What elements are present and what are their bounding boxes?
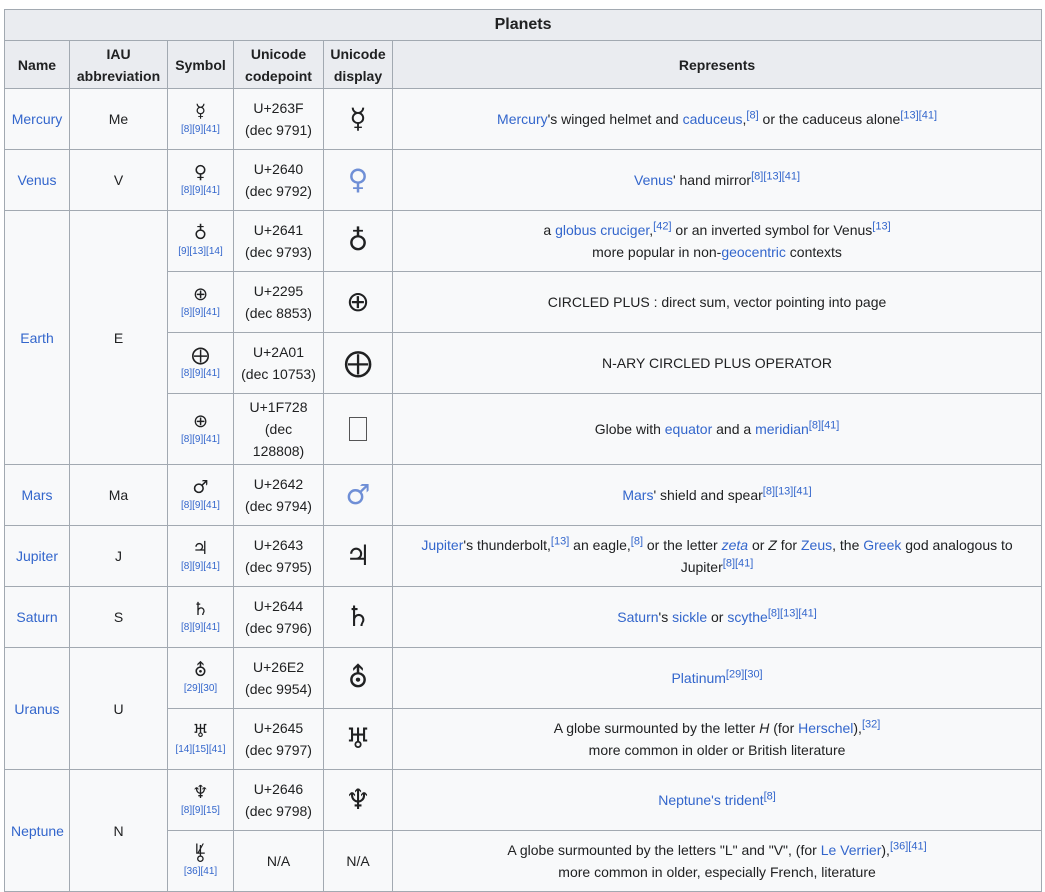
link-herschel[interactable]: Herschel xyxy=(798,720,854,736)
planet-name-cell xyxy=(5,465,70,526)
display-cell xyxy=(324,272,393,333)
header-codepoint: Unicode codepoint xyxy=(234,41,324,89)
planet-name-cell xyxy=(5,150,70,211)
represents-cell: Venus' hand mirror[8][13][41] xyxy=(393,150,1042,211)
codepoint-cell: U+2641 (dec 9793) xyxy=(234,211,324,272)
link-zeta[interactable]: zeta xyxy=(721,537,749,553)
citation[interactable]: [8][41] xyxy=(808,419,840,432)
neptune-trident-display-icon: ♆ xyxy=(345,783,371,816)
abbr-cell: J xyxy=(70,526,168,587)
earth-cross-display-icon: ♁ xyxy=(347,224,369,257)
symbol-cell xyxy=(168,333,234,394)
table-row xyxy=(5,526,1042,587)
planet-name-cell xyxy=(5,770,70,892)
codepoint-cell: U+2645 (dec 9797) xyxy=(234,709,324,770)
abbr-cell: N xyxy=(70,770,168,892)
display-cell xyxy=(324,709,393,770)
citation[interactable]: [8][13][41] xyxy=(762,485,812,498)
planet-link-mercury[interactable]: Mercury xyxy=(11,111,63,127)
header-iau: IAU abbreviation xyxy=(70,41,168,89)
table-row xyxy=(5,89,1042,150)
symbol-cell xyxy=(168,394,234,465)
abbr-cell: U xyxy=(70,648,168,770)
codepoint-cell: U+263F (dec 9791) xyxy=(234,89,324,150)
represents-cell: a globus cruciger,[42] or an inverted symbol for Venus[13] more popular in non-geocentric contexts xyxy=(393,211,1042,272)
codepoint-cell: N/A xyxy=(234,831,324,892)
citation-refs[interactable]: [8][9][41] xyxy=(181,434,220,445)
link-equator[interactable]: equator xyxy=(664,421,713,437)
uranus-herschel-symbol-icon: ♅ xyxy=(192,721,209,742)
display-cell xyxy=(324,648,393,709)
mars-symbol-icon: ♂ xyxy=(192,477,209,498)
neptune-trident-symbol-icon: ♆ xyxy=(192,782,209,803)
venus-display-icon: ♀ xyxy=(347,163,369,196)
link-zeus[interactable]: Zeus xyxy=(800,537,833,553)
uranus-herschel-display-icon: ♅ xyxy=(345,722,371,755)
codepoint-cell: U+1F728 (dec 128808) xyxy=(234,394,324,465)
planets-table xyxy=(4,9,1042,892)
abbr-cell: Me xyxy=(70,89,168,150)
symbol-cell xyxy=(168,709,234,770)
table-title: Planets xyxy=(5,10,1042,41)
link-saturn[interactable]: Saturn xyxy=(617,609,659,625)
planet-name-cell xyxy=(5,211,70,465)
codepoint-cell: U+2642 (dec 9794) xyxy=(234,465,324,526)
display-cell xyxy=(324,150,393,211)
represents-cell: A globe surmounted by the letter H (for Herschel),[32] more common in older or British literature xyxy=(393,709,1042,770)
planet-link-mars[interactable]: Mars xyxy=(21,487,53,503)
display-cell: N/A xyxy=(324,831,393,892)
codepoint-cell: U+2644 (dec 9796) xyxy=(234,587,324,648)
mercury-symbol-icon: ☿ xyxy=(194,101,207,122)
symbol-cell xyxy=(168,465,234,526)
link-mercury[interactable]: Mercury xyxy=(497,111,548,127)
planet-link-neptune[interactable]: Neptune xyxy=(11,822,64,839)
citation[interactable]: [36][41] xyxy=(889,840,927,853)
symbol-cell xyxy=(168,831,234,892)
abbr-cell: V xyxy=(70,150,168,211)
citation[interactable]: [8][13][41] xyxy=(767,607,817,620)
display-cell xyxy=(324,394,393,465)
abbr-cell: S xyxy=(70,587,168,648)
citation-refs[interactable]: [8][9][41] xyxy=(181,500,220,511)
represents-cell xyxy=(393,648,1042,709)
symbol-cell xyxy=(168,150,234,211)
represents-cell: CIRCLED PLUS : direct sum, vector pointing into page xyxy=(393,272,1042,333)
symbol-cell xyxy=(168,211,234,272)
earth-cross-symbol-icon: ♁ xyxy=(193,223,208,244)
table-row xyxy=(5,770,1042,831)
link-sickle[interactable]: sickle xyxy=(672,609,708,625)
planet-link-saturn[interactable]: Saturn xyxy=(16,609,58,625)
link-scythe[interactable]: scythe xyxy=(727,609,768,625)
saturn-display-icon: ♄ xyxy=(345,600,371,633)
citation-refs[interactable]: [8][9][41] xyxy=(181,368,220,379)
link-meridian[interactable]: meridian xyxy=(755,421,809,437)
missing-glyph-icon xyxy=(349,417,367,441)
display-cell xyxy=(324,89,393,150)
codepoint-cell: U+2295 (dec 8853) xyxy=(234,272,324,333)
planet-link-earth[interactable]: Earth xyxy=(20,329,54,346)
citation[interactable]: [8][13][41] xyxy=(751,170,801,183)
citation-refs[interactable]: [9][13][14] xyxy=(178,246,223,257)
mercury-display-icon: ☿ xyxy=(349,102,367,135)
symbol-cell xyxy=(168,526,234,587)
header-display: Unicode display xyxy=(324,41,393,89)
neptune-leverrier-symbol-icon: ⯉ xyxy=(195,843,206,864)
header-represents: Represents xyxy=(393,41,1042,89)
table-row xyxy=(5,211,1042,272)
link-jupiter[interactable]: Jupiter xyxy=(421,537,464,553)
citation-refs[interactable]: [29][30] xyxy=(183,683,218,694)
planet-name-cell xyxy=(5,587,70,648)
citation[interactable]: [8][41] xyxy=(722,557,754,570)
represents-cell: Mercury's winged helmet and caduceus,[8] or the caduceus alone[13][41] xyxy=(393,89,1042,150)
citation-refs[interactable]: [36][41] xyxy=(183,866,218,877)
display-cell xyxy=(324,770,393,831)
planet-name-cell xyxy=(5,526,70,587)
table-row xyxy=(5,648,1042,709)
mars-display-icon: ♂ xyxy=(345,478,371,511)
globe-symbol-icon: ⊕ xyxy=(192,411,209,432)
uranus-platinum-symbol-icon: ⛢ xyxy=(193,660,208,681)
link-geocentric[interactable]: geocentric xyxy=(721,244,786,260)
link-le-verrier[interactable]: Le Verrier xyxy=(820,842,882,858)
citation[interactable]: [29][30] xyxy=(725,668,763,681)
link-globus-cruciger[interactable]: globus cruciger xyxy=(555,222,650,238)
display-cell xyxy=(324,587,393,648)
link-greek[interactable]: Greek xyxy=(863,537,902,553)
citation-refs[interactable]: [8][9][15] xyxy=(181,805,220,816)
nary-circled-plus-display-icon: ⨁ xyxy=(344,346,372,379)
citation-refs[interactable]: [8][9][41] xyxy=(181,561,220,572)
citation[interactable]: [13] xyxy=(550,535,570,548)
table-row xyxy=(5,587,1042,648)
represents-cell: Saturn's sickle or scythe[8][13][41] xyxy=(393,587,1042,648)
symbol-cell xyxy=(168,89,234,150)
circled-plus-symbol-icon: ⊕ xyxy=(192,284,209,305)
symbol-cell xyxy=(168,587,234,648)
display-cell xyxy=(324,465,393,526)
citation[interactable]: [32] xyxy=(861,718,881,731)
planet-name-cell xyxy=(5,648,70,770)
citation-refs[interactable]: [8][9][41] xyxy=(181,622,220,633)
codepoint-cell: U+2643 (dec 9795) xyxy=(234,526,324,587)
planet-link-jupiter[interactable]: Jupiter xyxy=(15,548,59,564)
link-platinum[interactable]: Platinum xyxy=(671,670,726,686)
abbr-cell: E xyxy=(70,211,168,465)
codepoint-cell: U+2A01 (dec 10753) xyxy=(234,333,324,394)
symbol-cell xyxy=(168,770,234,831)
codepoint-cell: U+2640 (dec 9792) xyxy=(234,150,324,211)
citation[interactable]: [8] xyxy=(746,109,759,122)
table-row xyxy=(5,150,1042,211)
circled-plus-display-icon: ⊕ xyxy=(346,285,370,318)
citation[interactable]: [42] xyxy=(653,220,672,233)
planet-link-venus[interactable]: Venus xyxy=(17,172,57,188)
header-symbol: Symbol xyxy=(168,41,234,89)
display-cell xyxy=(324,526,393,587)
represents-cell: A globe surmounted by the letters "L" and "V", (for Le Verrier),[36][41] more common in older, especially French, literature xyxy=(393,831,1042,892)
citation[interactable]: [8] xyxy=(763,790,776,803)
header-name: Name xyxy=(5,41,70,89)
display-cell xyxy=(324,211,393,272)
link-caduceus[interactable]: caduceus xyxy=(682,111,743,127)
planet-link-uranus[interactable]: Uranus xyxy=(14,700,60,717)
link-neptunes-trident[interactable]: Neptune's trident xyxy=(658,792,764,808)
link-mars[interactable]: Mars xyxy=(622,487,654,503)
display-cell xyxy=(324,333,393,394)
planet-name-cell xyxy=(5,89,70,150)
abbr-cell: Ma xyxy=(70,465,168,526)
citation[interactable]: [8] xyxy=(630,535,643,548)
table-row xyxy=(5,465,1042,526)
represents-cell: Jupiter's thunderbolt,[13] an eagle,[8] or the letter zeta or Z for Zeus, the Greek god analogous to Jupiter[8][41] xyxy=(393,526,1042,587)
saturn-symbol-icon: ♄ xyxy=(192,599,209,620)
citation-refs[interactable]: [14][15][41] xyxy=(175,744,226,755)
uranus-platinum-display-icon: ⛢ xyxy=(347,661,369,694)
jupiter-display-icon: ♃ xyxy=(345,539,371,572)
citation[interactable]: [13][41] xyxy=(900,109,938,122)
symbol-cell xyxy=(168,648,234,709)
circled-plus-symbol-icon: ⨁ xyxy=(191,345,210,366)
jupiter-symbol-icon: ♃ xyxy=(192,538,209,559)
venus-symbol-icon: ♀ xyxy=(193,162,208,183)
represents-cell: N-ARY CIRCLED PLUS OPERATOR xyxy=(393,333,1042,394)
citation-refs[interactable]: [8][9][41] xyxy=(181,307,220,318)
codepoint-cell: U+2646 (dec 9798) xyxy=(234,770,324,831)
represents-cell: Globe with equator and a meridian[8][41] xyxy=(393,394,1042,465)
codepoint-cell: U+26E2 (dec 9954) xyxy=(234,648,324,709)
link-venus[interactable]: Venus xyxy=(634,172,673,188)
represents-cell xyxy=(393,770,1042,831)
symbol-cell xyxy=(168,272,234,333)
citation-refs[interactable]: [8][9][41] xyxy=(181,124,220,135)
represents-cell: Mars' shield and spear[8][13][41] xyxy=(393,465,1042,526)
citation-refs[interactable]: [8][9][41] xyxy=(181,185,220,196)
citation[interactable]: [13] xyxy=(872,220,891,233)
